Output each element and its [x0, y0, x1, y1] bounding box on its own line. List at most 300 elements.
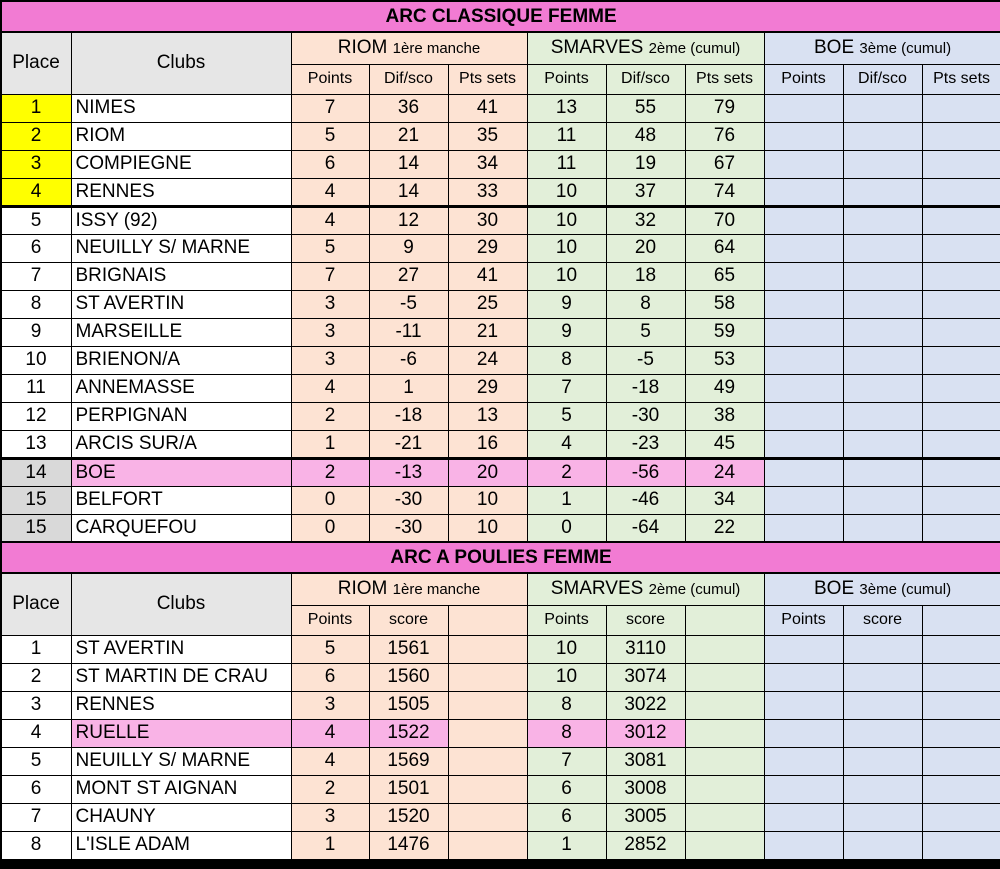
round-detail: 1ère manche: [392, 40, 481, 58]
score-cell-boe: [764, 94, 843, 122]
club-cell: ARCIS SUR/A: [71, 430, 291, 458]
table-row: [1, 719, 1000, 747]
score-cell-boe: [922, 262, 1000, 290]
score-cell-smarves: 32: [606, 206, 685, 234]
round-detail: 3ème (cumul): [859, 581, 952, 599]
score-cell-boe: [843, 514, 922, 542]
round-name: RIOM: [337, 37, 388, 59]
score-cell-boe: [922, 831, 1000, 859]
club-cell: ST AVERTIN: [71, 290, 291, 318]
place-cell: 7: [1, 803, 71, 831]
score-cell-smarves: 79: [685, 94, 764, 122]
score-cell-riom: 3: [291, 290, 369, 318]
place-cell: 5: [1, 206, 71, 234]
score-cell-smarves: 65: [685, 262, 764, 290]
score-cell-smarves: 58: [685, 290, 764, 318]
score-cell-boe: [764, 430, 843, 458]
score-cell-boe: [843, 178, 922, 206]
score-cell-smarves: 7: [527, 374, 606, 402]
score-cell-riom: 21: [448, 318, 527, 346]
score-cell-smarves: [685, 831, 764, 859]
subheader-boe-2: Dif/sco: [843, 64, 922, 94]
table-row: [1, 458, 1000, 486]
score-cell-boe: [922, 402, 1000, 430]
table-row: [1, 262, 1000, 290]
score-cell-riom: 4: [291, 747, 369, 775]
score-cell-boe: [764, 122, 843, 150]
poulies-title-row: [1, 542, 1000, 573]
score-cell-riom: -21: [369, 430, 448, 458]
score-cell-riom: 7: [291, 262, 369, 290]
score-cell-riom: 34: [448, 150, 527, 178]
score-cell-smarves: 3110: [606, 635, 685, 663]
score-cell-riom: 3: [291, 318, 369, 346]
round-name: SMARVES: [550, 37, 644, 59]
round-detail: 2ème (cumul): [648, 581, 741, 599]
club-cell: ST MARTIN DE CRAU: [71, 663, 291, 691]
score-cell-smarves: 10: [527, 178, 606, 206]
score-cell-smarves: 3022: [606, 691, 685, 719]
score-cell-riom: [448, 747, 527, 775]
score-cell-riom: 0: [291, 486, 369, 514]
place-cell: 15: [1, 514, 71, 542]
score-cell-smarves: 3074: [606, 663, 685, 691]
table-row: [1, 318, 1000, 346]
score-cell-boe: [922, 122, 1000, 150]
score-cell-boe: [843, 635, 922, 663]
score-cell-smarves: 9: [527, 290, 606, 318]
score-cell-smarves: -30: [606, 402, 685, 430]
score-cell-riom: [448, 831, 527, 859]
subheader-boe-1: Points: [764, 64, 843, 94]
classique-table: [1, 1, 1000, 542]
score-cell-riom: 5: [291, 234, 369, 262]
score-cell-riom: 29: [448, 234, 527, 262]
classique-header-row: [1, 32, 1000, 64]
place-cell: 4: [1, 178, 71, 206]
score-cell-smarves: [685, 719, 764, 747]
classique-title-row: [1, 1, 1000, 32]
score-cell-riom: 9: [369, 234, 448, 262]
score-cell-smarves: 8: [527, 719, 606, 747]
table-row: [1, 486, 1000, 514]
clubs-header: Clubs: [71, 32, 291, 94]
table-row: [1, 803, 1000, 831]
score-cell-riom: 1560: [369, 663, 448, 691]
score-cell-boe: [843, 831, 922, 859]
score-cell-smarves: 67: [685, 150, 764, 178]
score-cell-smarves: [685, 747, 764, 775]
score-cell-smarves: 74: [685, 178, 764, 206]
score-cell-boe: [843, 775, 922, 803]
score-cell-boe: [764, 178, 843, 206]
score-cell-boe: [764, 486, 843, 514]
score-cell-riom: 1520: [369, 803, 448, 831]
score-cell-smarves: [685, 803, 764, 831]
subheader-boe-2: score: [843, 605, 922, 635]
club-cell: RIOM: [71, 122, 291, 150]
score-cell-boe: [764, 691, 843, 719]
score-cell-boe: [922, 94, 1000, 122]
table-row: [1, 635, 1000, 663]
place-cell: 2: [1, 663, 71, 691]
score-cell-boe: [843, 318, 922, 346]
table-row: [1, 94, 1000, 122]
subheader-boe-1: Points: [764, 605, 843, 635]
table-row: [1, 831, 1000, 859]
score-cell-smarves: 11: [527, 150, 606, 178]
club-cell: PERPIGNAN: [71, 402, 291, 430]
round-header-smarves: [527, 573, 764, 605]
table-row: [1, 663, 1000, 691]
score-cell-smarves: 34: [685, 486, 764, 514]
score-cell-riom: [448, 691, 527, 719]
score-cell-smarves: 4: [527, 430, 606, 458]
score-cell-boe: [843, 430, 922, 458]
score-cell-smarves: 5: [527, 402, 606, 430]
score-cell-boe: [764, 635, 843, 663]
score-cell-riom: 5: [291, 635, 369, 663]
score-cell-smarves: 3081: [606, 747, 685, 775]
table-row: [1, 747, 1000, 775]
place-header: Place: [1, 573, 71, 635]
score-cell-riom: 4: [291, 374, 369, 402]
table-row: [1, 290, 1000, 318]
score-cell-riom: 29: [448, 374, 527, 402]
clubs-header: Clubs: [71, 573, 291, 635]
score-cell-riom: 41: [448, 94, 527, 122]
score-cell-boe: [922, 346, 1000, 374]
score-cell-smarves: 5: [606, 318, 685, 346]
score-cell-riom: 27: [369, 262, 448, 290]
score-cell-riom: 6: [291, 663, 369, 691]
score-cell-boe: [843, 486, 922, 514]
club-cell: BRIGNAIS: [71, 262, 291, 290]
score-cell-smarves: -5: [606, 346, 685, 374]
score-cell-riom: 24: [448, 346, 527, 374]
subheader-riom-2: score: [369, 605, 448, 635]
score-cell-smarves: 70: [685, 206, 764, 234]
score-cell-boe: [764, 747, 843, 775]
score-cell-smarves: 10: [527, 206, 606, 234]
score-cell-boe: [843, 747, 922, 775]
place-cell: 14: [1, 458, 71, 486]
score-cell-riom: 3: [291, 803, 369, 831]
round-header-smarves: [527, 32, 764, 64]
subheader-riom-1: Points: [291, 605, 369, 635]
score-cell-riom: [448, 635, 527, 663]
subheader-smarves-1: Points: [527, 64, 606, 94]
score-cell-boe: [922, 691, 1000, 719]
club-cell: BOE: [71, 458, 291, 486]
table-row: [1, 150, 1000, 178]
score-cell-smarves: 53: [685, 346, 764, 374]
score-cell-smarves: 76: [685, 122, 764, 150]
score-cell-boe: [843, 374, 922, 402]
score-cell-boe: [922, 719, 1000, 747]
score-cell-smarves: 2852: [606, 831, 685, 859]
score-cell-smarves: 1: [527, 486, 606, 514]
table-row: [1, 206, 1000, 234]
place-cell: 10: [1, 346, 71, 374]
score-cell-smarves: 0: [527, 514, 606, 542]
score-cell-boe: [922, 635, 1000, 663]
score-cell-riom: 13: [448, 402, 527, 430]
place-cell: 6: [1, 234, 71, 262]
round-header-boe: [764, 32, 1000, 64]
score-cell-smarves: 3012: [606, 719, 685, 747]
subheader-smarves-1: Points: [527, 605, 606, 635]
club-cell: NEUILLY S/ MARNE: [71, 234, 291, 262]
score-cell-riom: -11: [369, 318, 448, 346]
score-cell-boe: [922, 775, 1000, 803]
score-cell-smarves: 19: [606, 150, 685, 178]
subheader-boe-3: [922, 605, 1000, 635]
score-cell-smarves: 18: [606, 262, 685, 290]
score-cell-smarves: 24: [685, 458, 764, 486]
score-cell-smarves: 22: [685, 514, 764, 542]
subheader-smarves-3: Pts sets: [685, 64, 764, 94]
score-cell-riom: 12: [369, 206, 448, 234]
round-header-boe: [764, 573, 1000, 605]
score-cell-boe: [764, 206, 843, 234]
score-cell-smarves: [685, 775, 764, 803]
subheader-riom-3: [448, 605, 527, 635]
score-cell-riom: 20: [448, 458, 527, 486]
score-cell-riom: 2: [291, 402, 369, 430]
score-cell-riom: 1569: [369, 747, 448, 775]
round-header-riom: [291, 573, 527, 605]
subheader-smarves-2: Dif/sco: [606, 64, 685, 94]
score-cell-smarves: 8: [606, 290, 685, 318]
place-cell: 8: [1, 831, 71, 859]
score-cell-smarves: 1: [527, 831, 606, 859]
score-cell-boe: [843, 206, 922, 234]
score-cell-riom: 4: [291, 206, 369, 234]
poulies-header-row: [1, 573, 1000, 605]
score-cell-boe: [922, 803, 1000, 831]
club-cell: RUELLE: [71, 719, 291, 747]
score-cell-smarves: -18: [606, 374, 685, 402]
score-cell-smarves: 10: [527, 262, 606, 290]
place-cell: 6: [1, 775, 71, 803]
score-cell-riom: 1501: [369, 775, 448, 803]
score-cell-riom: 10: [448, 514, 527, 542]
round-name: SMARVES: [550, 578, 644, 600]
score-cell-riom: 33: [448, 178, 527, 206]
table-row: [1, 430, 1000, 458]
score-cell-boe: [922, 206, 1000, 234]
round-name: BOE: [814, 37, 855, 59]
club-cell: L'ISLE ADAM: [71, 831, 291, 859]
score-cell-boe: [843, 402, 922, 430]
score-cell-riom: 16: [448, 430, 527, 458]
table-row: [1, 514, 1000, 542]
score-cell-smarves: 10: [527, 635, 606, 663]
score-cell-boe: [764, 290, 843, 318]
score-cell-boe: [764, 803, 843, 831]
score-cell-riom: 6: [291, 150, 369, 178]
score-cell-boe: [764, 719, 843, 747]
score-cell-riom: [448, 719, 527, 747]
subheader-riom-3: Pts sets: [448, 64, 527, 94]
score-cell-riom: 10: [448, 486, 527, 514]
subheader-riom-1: Points: [291, 64, 369, 94]
score-cell-boe: [922, 150, 1000, 178]
score-cell-smarves: 55: [606, 94, 685, 122]
club-cell: BRIENON/A: [71, 346, 291, 374]
table-row: [1, 234, 1000, 262]
score-cell-boe: [764, 318, 843, 346]
score-cell-riom: 35: [448, 122, 527, 150]
score-cell-riom: 7: [291, 94, 369, 122]
score-cell-riom: -5: [369, 290, 448, 318]
club-cell: MARSEILLE: [71, 318, 291, 346]
subheader-smarves-3: [685, 605, 764, 635]
score-cell-smarves: [685, 691, 764, 719]
score-cell-smarves: 8: [527, 691, 606, 719]
score-cell-boe: [843, 122, 922, 150]
club-cell: RENNES: [71, 178, 291, 206]
score-cell-riom: 21: [369, 122, 448, 150]
score-cell-boe: [922, 663, 1000, 691]
score-cell-smarves: -46: [606, 486, 685, 514]
table-row: [1, 691, 1000, 719]
score-cell-boe: [922, 374, 1000, 402]
classique-title: ARC CLASSIQUE FEMME: [1, 1, 1000, 32]
place-cell: 15: [1, 486, 71, 514]
score-cell-riom: 5: [291, 122, 369, 150]
score-cell-boe: [764, 831, 843, 859]
round-detail: 2ème (cumul): [648, 40, 741, 58]
score-cell-boe: [764, 775, 843, 803]
score-cell-riom: 2: [291, 775, 369, 803]
score-cell-riom: 1476: [369, 831, 448, 859]
score-cell-boe: [764, 150, 843, 178]
score-cell-smarves: [685, 635, 764, 663]
club-cell: NEUILLY S/ MARNE: [71, 747, 291, 775]
score-cell-riom: -18: [369, 402, 448, 430]
round-detail: 3ème (cumul): [859, 40, 952, 58]
place-cell: 11: [1, 374, 71, 402]
club-cell: NIMES: [71, 94, 291, 122]
club-cell: ST AVERTIN: [71, 635, 291, 663]
score-cell-boe: [843, 262, 922, 290]
score-cell-riom: 3: [291, 346, 369, 374]
club-cell: CHAUNY: [71, 803, 291, 831]
score-cell-riom: [448, 775, 527, 803]
score-cell-boe: [843, 94, 922, 122]
score-cell-riom: 3: [291, 691, 369, 719]
score-cell-riom: 30: [448, 206, 527, 234]
score-cell-smarves: 64: [685, 234, 764, 262]
score-cell-smarves: -64: [606, 514, 685, 542]
round-name: BOE: [814, 578, 855, 600]
score-cell-riom: -30: [369, 486, 448, 514]
place-cell: 4: [1, 719, 71, 747]
table-row: [1, 122, 1000, 150]
score-cell-boe: [764, 374, 843, 402]
club-cell: ISSY (92): [71, 206, 291, 234]
subheader-smarves-2: score: [606, 605, 685, 635]
score-cell-riom: 1: [291, 831, 369, 859]
score-cell-boe: [764, 234, 843, 262]
score-cell-boe: [922, 486, 1000, 514]
score-cell-riom: [448, 803, 527, 831]
score-cell-riom: 25: [448, 290, 527, 318]
score-cell-smarves: 8: [527, 346, 606, 374]
score-cell-boe: [843, 234, 922, 262]
score-cell-smarves: 37: [606, 178, 685, 206]
place-header: Place: [1, 32, 71, 94]
place-cell: 8: [1, 290, 71, 318]
score-cell-boe: [764, 458, 843, 486]
subheader-riom-2: Dif/sco: [369, 64, 448, 94]
place-cell: 3: [1, 150, 71, 178]
score-cell-boe: [922, 747, 1000, 775]
club-cell: CARQUEFOU: [71, 514, 291, 542]
score-cell-boe: [843, 458, 922, 486]
place-cell: 7: [1, 262, 71, 290]
score-cell-riom: 1505: [369, 691, 448, 719]
score-cell-boe: [843, 290, 922, 318]
score-cell-boe: [764, 262, 843, 290]
place-cell: 3: [1, 691, 71, 719]
place-cell: 1: [1, 635, 71, 663]
score-cell-boe: [764, 346, 843, 374]
score-cell-riom: 14: [369, 150, 448, 178]
club-cell: COMPIEGNE: [71, 150, 291, 178]
score-cell-boe: [922, 430, 1000, 458]
score-cell-smarves: 7: [527, 747, 606, 775]
club-cell: ANNEMASSE: [71, 374, 291, 402]
score-cell-boe: [922, 290, 1000, 318]
club-cell: MONT ST AIGNAN: [71, 775, 291, 803]
table-row: [1, 374, 1000, 402]
score-cell-boe: [843, 150, 922, 178]
score-cell-smarves: 45: [685, 430, 764, 458]
score-cell-smarves: 3008: [606, 775, 685, 803]
score-cell-riom: 2: [291, 458, 369, 486]
score-cell-boe: [764, 663, 843, 691]
score-cell-boe: [764, 402, 843, 430]
score-cell-riom: 4: [291, 178, 369, 206]
score-cell-boe: [922, 318, 1000, 346]
score-cell-boe: [764, 514, 843, 542]
score-cell-riom: -30: [369, 514, 448, 542]
score-cell-boe: [922, 458, 1000, 486]
score-cell-smarves: 3005: [606, 803, 685, 831]
score-cell-smarves: -23: [606, 430, 685, 458]
place-cell: 5: [1, 747, 71, 775]
place-cell: 9: [1, 318, 71, 346]
score-cell-riom: 14: [369, 178, 448, 206]
score-cell-smarves: 38: [685, 402, 764, 430]
score-cell-riom: 41: [448, 262, 527, 290]
score-cell-riom: 1: [291, 430, 369, 458]
table-row: [1, 775, 1000, 803]
subheader-boe-3: Pts sets: [922, 64, 1000, 94]
score-cell-smarves: 9: [527, 318, 606, 346]
score-cell-riom: 1522: [369, 719, 448, 747]
place-cell: 13: [1, 430, 71, 458]
score-cell-boe: [843, 803, 922, 831]
score-cell-riom: 1: [369, 374, 448, 402]
place-cell: 12: [1, 402, 71, 430]
score-cell-smarves: 48: [606, 122, 685, 150]
score-cell-smarves: -56: [606, 458, 685, 486]
club-cell: RENNES: [71, 691, 291, 719]
